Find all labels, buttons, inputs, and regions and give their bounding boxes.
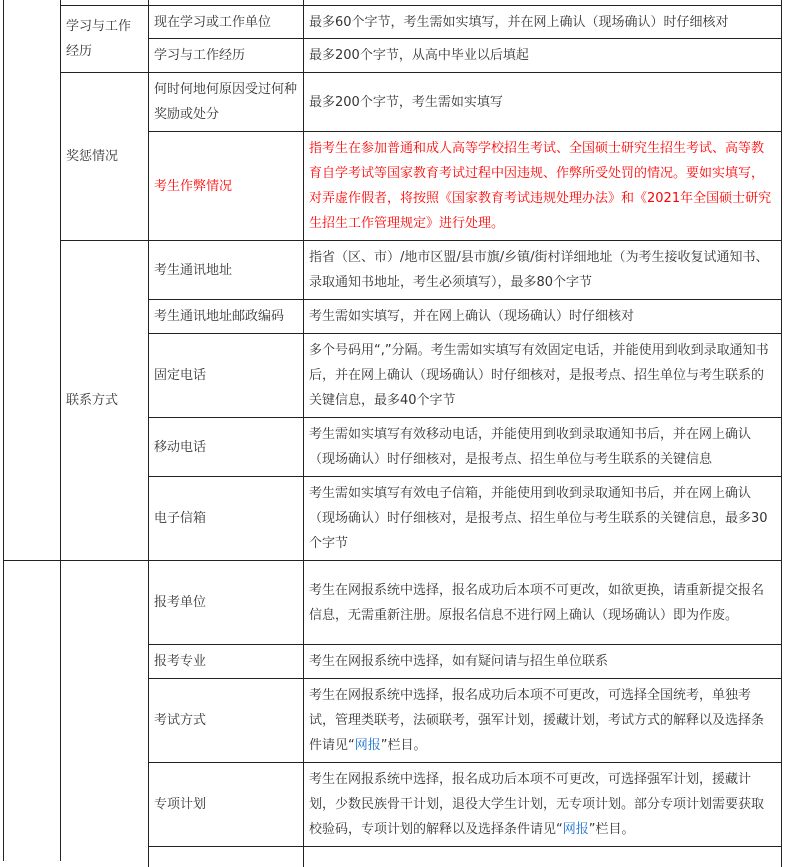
field-description-cell — [303, 240, 782, 300]
wangbao-link[interactable]: 网报 — [354, 738, 381, 753]
field-description — [309, 43, 529, 68]
field-name-cell — [148, 762, 304, 847]
field-description-cell — [303, 38, 782, 73]
field-description-cell — [303, 299, 782, 334]
field-name: 考试方式 — [154, 713, 207, 728]
description-text: ”栏目。 — [380, 738, 427, 753]
field-name: 专项计划 — [154, 797, 207, 812]
next-row-cell — [303, 846, 782, 867]
field-description-cell — [303, 476, 782, 561]
field-name: 考生通讯地址 — [154, 262, 233, 278]
field-description — [309, 683, 776, 758]
description-text: 考生在网报系统中选择，报名成功后本项不可更改，可选择强军计划，援藏计划，少数民族骨干计划，退役大学生计划，无专项计划。部分专项计划需要获取校验码，专项计划的解释以及选择条件请见“ — [309, 772, 765, 837]
description-text: 考生需如实填写有效电子信箱，并能使用到收到录取通知书后，并在网上确认（现场确认）时仔细核对，是报考点、招生单位与考生联系的关键信息，最多30个字节 — [309, 486, 768, 551]
field-description-cell — [303, 333, 782, 418]
field-description — [309, 245, 776, 295]
field-description-cell — [303, 560, 782, 645]
description-text: 多个号码用“,”分隔。考生需如实填写有效固定电话，并能使用到收到录取通知书后，并在网上确认（现场确认）时仔细核对，是报考点、招生单位与考生联系的关键信息，最多40个字节 — [309, 343, 769, 408]
description-text: 最多200个字节，考生需如实填写 — [309, 94, 503, 110]
category-column-cell — [3, 560, 61, 861]
field-name: 考生作弊情况 — [154, 178, 233, 194]
field-name: 电子信箱 — [154, 511, 207, 526]
description-text: ”栏目。 — [588, 822, 635, 837]
description-text: 考生在网报系统中选择，如有疑问请与招生单位联系 — [309, 654, 609, 669]
group-label: 学习与工作经历 — [66, 19, 132, 59]
field-description-cell — [303, 5, 782, 39]
field-name-cell — [148, 240, 304, 300]
field-name-cell — [148, 678, 304, 763]
field-name-cell — [148, 560, 304, 645]
group-label: 联系方式 — [66, 393, 119, 408]
field-name-cell — [148, 644, 304, 679]
field-description — [309, 338, 776, 413]
field-description-cell — [303, 417, 782, 477]
description-text: 考生在网报系统中选择，报名成功后本项不可更改，可选择全国统考，单独考试，管理类联考，法硕联考，强军计划，援藏计划，考试方式的解释以及选择条件请见“ — [309, 688, 765, 753]
description-text: 考生需如实填写有效移动电话，并能使用到收到录取通知书后，并在网上确认（现场确认）时仔细核对，是报考点、招生单位与考生联系的关键信息 — [309, 427, 752, 467]
description-text: 最多200个字节，从高中毕业以后填起 — [309, 48, 529, 63]
group-label-cell — [60, 560, 149, 861]
field-name: 学习与工作经历 — [154, 48, 246, 63]
field-name-cell — [148, 38, 304, 73]
field-name-cell — [148, 299, 304, 334]
field-name: 移动电话 — [154, 439, 207, 455]
field-description — [309, 10, 729, 35]
field-name-cell — [148, 131, 304, 241]
group-label: 奖惩情况 — [66, 149, 119, 164]
field-description-cell — [303, 678, 782, 763]
field-description — [309, 136, 776, 236]
field-name-cell — [148, 476, 304, 561]
field-description — [309, 481, 776, 556]
group-label-cell — [60, 5, 149, 73]
field-description — [309, 304, 634, 329]
field-name: 何时何地何原因受过何种奖励或处分 — [154, 82, 298, 122]
field-description — [309, 767, 776, 842]
description-text: 考生在网报系统中选择，报名成功后本项不可更改，如欲更换，请重新提交报名信息，无需重新注册。原报名信息不进行网上确认（现场确认）即为作废。 — [309, 582, 765, 623]
field-name: 固定电话 — [154, 368, 207, 383]
description-text: 考生需如实填写，并在网上确认（现场确认）时仔细核对 — [309, 309, 635, 324]
field-description — [309, 90, 503, 115]
next-row-cell — [148, 846, 304, 867]
field-name: 报考专业 — [154, 654, 207, 669]
field-description-cell — [303, 644, 782, 679]
field-name: 现在学习或工作单位 — [154, 14, 272, 30]
group-label-cell — [60, 72, 149, 241]
field-description — [309, 649, 608, 674]
field-name: 报考单位 — [154, 595, 207, 610]
field-description — [309, 578, 776, 628]
description-text: 指省（区、市）/地市区盟/县市旗/乡镇/街村详细地址（为考生接收复试通知书、录取通知书地址，考生必须填写），最多80个字节 — [309, 250, 769, 290]
field-description-cell — [303, 131, 782, 241]
field-name-cell — [148, 333, 304, 418]
field-description-cell — [303, 72, 782, 132]
wangbao-link[interactable]: 网报 — [562, 822, 589, 837]
category-column-cell — [3, 0, 61, 561]
field-description-cell — [303, 762, 782, 847]
field-name-cell — [148, 417, 304, 477]
group-label-cell — [60, 240, 149, 561]
description-text: 指考生在参加普通和成人高等学校招生考试、全国硕士研究生招生考试、高等教育自学考试等国家教育考试过程中因违规、作弊所受处罚的情况。要如实填写，对弄虚作假者，将按照《国家教育考试违规处理办法》和《2021年全国硕士研究生招生工作管理规定》进行处理。 — [309, 141, 772, 231]
field-description — [309, 422, 776, 472]
field-name: 考生通讯地址邮政编码 — [154, 309, 285, 324]
description-text: 最多60个字节，考生需如实填写，并在网上确认（现场确认）时仔细核对 — [309, 14, 729, 30]
field-name-cell — [148, 5, 304, 39]
field-name-cell — [148, 72, 304, 132]
